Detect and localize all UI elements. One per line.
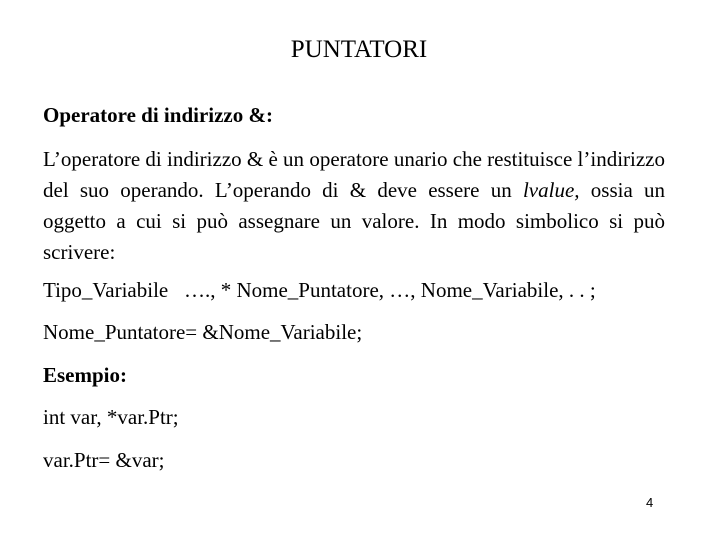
lvalue-term: lvalue, — [522, 178, 580, 202]
slide-title: PUNTATORI — [290, 36, 428, 63]
paragraph-text-end: ossia un oggetto a cui si può assegnare un valore. In modo simbolico si può scrivere: — [43, 178, 665, 264]
assignment-line: Nome_Puntatore= &Nome_Variabile; — [43, 320, 363, 344]
description-paragraph — [43, 144, 665, 268]
page-number: 4 — [646, 495, 654, 510]
example-label: Esempio: — [43, 363, 127, 387]
section-heading: Operatore di indirizzo &: — [43, 103, 273, 127]
paragraph-text-start: L’operatore di indirizzo & è un operatore unario che restituisce l’indirizzo del suo operando. L’operando di & deve essere un — [43, 147, 665, 202]
syntax-line: Tipo_Variabile …., * Nome_Puntatore, …, Nome_Variabile, . . ; — [43, 278, 596, 302]
example-assignment: var.Ptr= &var; — [43, 448, 165, 472]
example-declaration: int var, *var.Ptr; — [43, 405, 179, 429]
